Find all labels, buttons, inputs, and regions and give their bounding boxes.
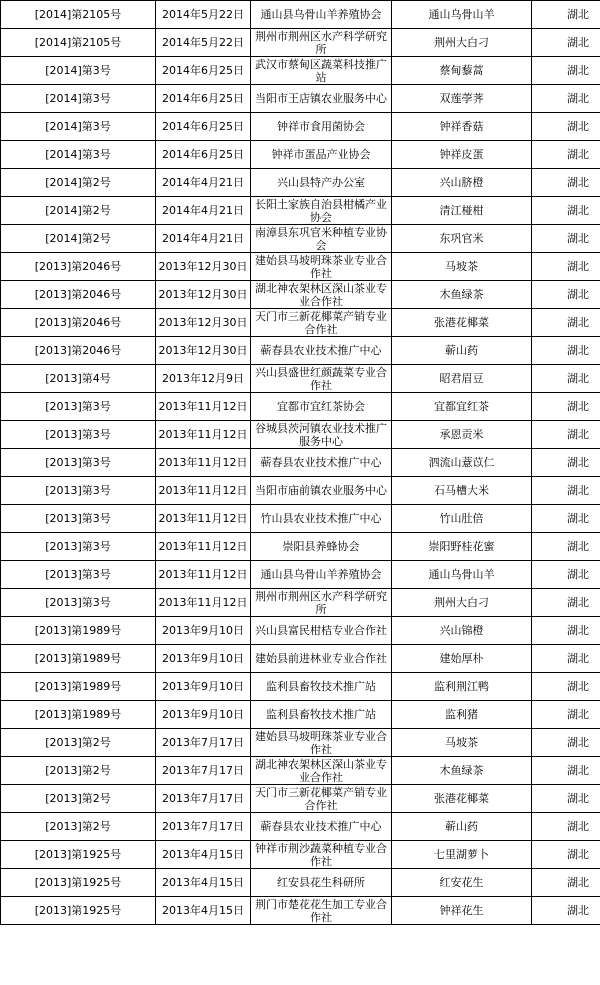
approval-date-cell: 2013年11月12日	[156, 393, 251, 421]
applicant-unit-cell: 兴山县盛世红颜蔬菜专业合作社	[251, 365, 392, 393]
approval-date-cell: 2014年6月25日	[156, 141, 251, 169]
approval-date-cell: 2014年5月22日	[156, 29, 251, 57]
province-cell: 湖北	[532, 505, 600, 533]
table-row	[1, 897, 600, 925]
table-row	[1, 85, 600, 113]
table-row	[1, 701, 600, 729]
doc-number-cell: [2013]第3号	[1, 561, 156, 589]
product-name-cell: 张港花椰菜	[392, 785, 532, 813]
approval-date-cell: 2013年4月15日	[156, 841, 251, 869]
product-name-cell: 木鱼绿茶	[392, 281, 532, 309]
doc-number-cell: [2014]第2号	[1, 169, 156, 197]
product-name-cell: 通山乌骨山羊	[392, 1, 532, 29]
table-row	[1, 841, 600, 869]
product-name-cell: 石马槽大米	[392, 477, 532, 505]
approval-date-cell: 2013年12月30日	[156, 337, 251, 365]
province-cell: 湖北	[532, 365, 600, 393]
table-row	[1, 309, 600, 337]
product-name-cell: 马坡茶	[392, 729, 532, 757]
table-row	[1, 477, 600, 505]
table-row	[1, 813, 600, 841]
product-name-cell: 昭君眉豆	[392, 365, 532, 393]
table-row	[1, 57, 600, 85]
doc-number-cell: [2013]第3号	[1, 505, 156, 533]
province-cell: 湖北	[532, 337, 600, 365]
province-cell: 湖北	[532, 225, 600, 253]
applicant-unit-cell: 荆州市荆州区水产科学研究所	[251, 589, 392, 617]
province-cell: 湖北	[532, 897, 600, 925]
applicant-unit-cell: 钟祥市荆沙蔬菜种植专业合作社	[251, 841, 392, 869]
table-row	[1, 449, 600, 477]
product-name-cell: 监利猪	[392, 701, 532, 729]
applicant-unit-cell: 南漳县东巩官米种植专业协会	[251, 225, 392, 253]
applicant-unit-cell: 长阳土家族自治县柑橘产业协会	[251, 197, 392, 225]
approval-date-cell: 2014年6月25日	[156, 113, 251, 141]
table-body	[1, 1, 600, 925]
table-row	[1, 1, 600, 29]
province-cell: 湖北	[532, 141, 600, 169]
applicant-unit-cell: 建始县马坡明珠茶业专业合作社	[251, 253, 392, 281]
table-row	[1, 785, 600, 813]
doc-number-cell: [2013]第3号	[1, 393, 156, 421]
applicant-unit-cell: 崇阳县养蜂协会	[251, 533, 392, 561]
product-name-cell: 荆州大白刁	[392, 589, 532, 617]
doc-number-cell: [2013]第3号	[1, 449, 156, 477]
table-row	[1, 141, 600, 169]
product-name-cell: 宜都宜红茶	[392, 393, 532, 421]
applicant-unit-cell: 兴山县特产办公室	[251, 169, 392, 197]
table-row	[1, 421, 600, 449]
approval-date-cell: 2013年9月10日	[156, 673, 251, 701]
province-cell: 湖北	[532, 729, 600, 757]
table-row	[1, 645, 600, 673]
doc-number-cell: [2013]第2号	[1, 757, 156, 785]
applicant-unit-cell: 钟祥市蛋品产业协会	[251, 141, 392, 169]
product-name-cell: 荆州大白刁	[392, 29, 532, 57]
doc-number-cell: [2014]第2号	[1, 197, 156, 225]
approval-date-cell: 2013年11月12日	[156, 589, 251, 617]
doc-number-cell: [2013]第2号	[1, 729, 156, 757]
applicant-unit-cell: 湖北神农架林区深山茶业专业合作社	[251, 757, 392, 785]
province-cell: 湖北	[532, 701, 600, 729]
province-cell: 湖北	[532, 533, 600, 561]
product-name-cell: 蕲山药	[392, 813, 532, 841]
applicant-unit-cell: 天门市三新花椰菜产销专业合作社	[251, 785, 392, 813]
applicant-unit-cell: 钟祥市食用菌协会	[251, 113, 392, 141]
province-cell: 湖北	[532, 645, 600, 673]
doc-number-cell: [2013]第1989号	[1, 701, 156, 729]
product-name-cell: 双莲荸荠	[392, 85, 532, 113]
approval-date-cell: 2013年7月17日	[156, 785, 251, 813]
approval-date-cell: 2013年11月12日	[156, 421, 251, 449]
doc-number-cell: [2013]第2号	[1, 813, 156, 841]
doc-number-cell: [2013]第2046号	[1, 309, 156, 337]
table-row	[1, 757, 600, 785]
doc-number-cell: [2013]第2046号	[1, 253, 156, 281]
table-row	[1, 29, 600, 57]
product-name-cell: 崇阳野桂花蜜	[392, 533, 532, 561]
doc-number-cell: [2013]第3号	[1, 589, 156, 617]
province-cell: 湖北	[532, 57, 600, 85]
doc-number-cell: [2013]第3号	[1, 533, 156, 561]
applicant-unit-cell: 荆州市荆州区水产科学研究所	[251, 29, 392, 57]
approval-date-cell: 2013年12月30日	[156, 281, 251, 309]
approval-date-cell: 2014年6月25日	[156, 85, 251, 113]
table-row	[1, 169, 600, 197]
doc-number-cell: [2014]第3号	[1, 113, 156, 141]
approval-date-cell: 2013年11月12日	[156, 561, 251, 589]
product-name-cell: 东巩官米	[392, 225, 532, 253]
table-row	[1, 533, 600, 561]
product-name-cell: 马坡茶	[392, 253, 532, 281]
doc-number-cell: [2013]第1989号	[1, 617, 156, 645]
applicant-unit-cell: 谷城县茨河镇农业技术推广服务中心	[251, 421, 392, 449]
doc-number-cell: [2014]第3号	[1, 57, 156, 85]
province-cell: 湖北	[532, 421, 600, 449]
applicant-unit-cell: 当阳市庙前镇农业服务中心	[251, 477, 392, 505]
product-name-cell: 清江椪柑	[392, 197, 532, 225]
doc-number-cell: [2013]第1925号	[1, 869, 156, 897]
doc-number-cell: [2013]第1925号	[1, 897, 156, 925]
approval-date-cell: 2013年7月17日	[156, 813, 251, 841]
approval-date-cell: 2013年12月30日	[156, 309, 251, 337]
table-row	[1, 253, 600, 281]
table-row	[1, 589, 600, 617]
approval-date-cell: 2013年9月10日	[156, 617, 251, 645]
province-cell: 湖北	[532, 197, 600, 225]
product-name-cell: 承恩贡米	[392, 421, 532, 449]
table-row	[1, 365, 600, 393]
province-cell: 湖北	[532, 169, 600, 197]
province-cell: 湖北	[532, 477, 600, 505]
applicant-unit-cell: 监利县畜牧技术推广站	[251, 673, 392, 701]
approval-date-cell: 2014年6月25日	[156, 57, 251, 85]
table-row	[1, 729, 600, 757]
table-row	[1, 281, 600, 309]
doc-number-cell: [2013]第2046号	[1, 281, 156, 309]
table-row	[1, 337, 600, 365]
approval-date-cell: 2014年4月21日	[156, 225, 251, 253]
product-name-cell: 竹山肚倍	[392, 505, 532, 533]
doc-number-cell: [2014]第3号	[1, 141, 156, 169]
doc-number-cell: [2013]第1989号	[1, 673, 156, 701]
applicant-unit-cell: 宜都市宜红茶协会	[251, 393, 392, 421]
doc-number-cell: [2013]第1925号	[1, 841, 156, 869]
applicant-unit-cell: 湖北神农架林区深山茶业专业合作社	[251, 281, 392, 309]
applicant-unit-cell: 通山县乌骨山羊养殖协会	[251, 561, 392, 589]
product-name-cell: 钟祥皮蛋	[392, 141, 532, 169]
product-name-cell: 七里湖萝卜	[392, 841, 532, 869]
applicant-unit-cell: 竹山县农业技术推广中心	[251, 505, 392, 533]
province-cell: 湖北	[532, 1, 600, 29]
table-row	[1, 113, 600, 141]
applicant-unit-cell: 当阳市王店镇农业服务中心	[251, 85, 392, 113]
applicant-unit-cell: 荆门市楚花花生加工专业合作社	[251, 897, 392, 925]
table-row	[1, 197, 600, 225]
applicant-unit-cell: 兴山县富民柑桔专业合作社	[251, 617, 392, 645]
doc-number-cell: [2013]第2046号	[1, 337, 156, 365]
doc-number-cell: [2013]第1989号	[1, 645, 156, 673]
applicant-unit-cell: 红安县花生科研所	[251, 869, 392, 897]
approval-date-cell: 2013年9月10日	[156, 645, 251, 673]
province-cell: 湖北	[532, 673, 600, 701]
applicant-unit-cell: 武汉市蔡甸区蔬菜科技推广站	[251, 57, 392, 85]
approval-date-cell: 2013年11月12日	[156, 505, 251, 533]
approval-date-cell: 2013年11月12日	[156, 477, 251, 505]
approval-date-cell: 2013年9月10日	[156, 701, 251, 729]
approval-date-cell: 2013年4月15日	[156, 869, 251, 897]
province-cell: 湖北	[532, 757, 600, 785]
approval-date-cell: 2014年4月21日	[156, 169, 251, 197]
province-cell: 湖北	[532, 253, 600, 281]
approval-date-cell: 2013年7月17日	[156, 757, 251, 785]
product-name-cell: 钟祥香菇	[392, 113, 532, 141]
doc-number-cell: [2014]第2号	[1, 225, 156, 253]
table-row	[1, 617, 600, 645]
product-name-cell: 红安花生	[392, 869, 532, 897]
product-name-cell: 通山乌骨山羊	[392, 561, 532, 589]
product-name-cell: 蕲山药	[392, 337, 532, 365]
table-row	[1, 505, 600, 533]
province-cell: 湖北	[532, 393, 600, 421]
product-name-cell: 泗流山薏苡仁	[392, 449, 532, 477]
product-name-cell: 张港花椰菜	[392, 309, 532, 337]
table-row	[1, 225, 600, 253]
doc-number-cell: [2013]第2号	[1, 785, 156, 813]
applicant-unit-cell: 天门市三新花椰菜产销专业合作社	[251, 309, 392, 337]
product-name-cell: 蔡甸藜蒿	[392, 57, 532, 85]
table-row	[1, 561, 600, 589]
province-cell: 湖北	[532, 617, 600, 645]
province-cell: 湖北	[532, 589, 600, 617]
table-row	[1, 673, 600, 701]
province-cell: 湖北	[532, 309, 600, 337]
applicant-unit-cell: 建始县前进林业专业合作社	[251, 645, 392, 673]
province-cell: 湖北	[532, 281, 600, 309]
product-name-cell: 建始厚朴	[392, 645, 532, 673]
province-cell: 湖北	[532, 113, 600, 141]
province-cell: 湖北	[532, 29, 600, 57]
applicant-unit-cell: 蕲春县农业技术推广中心	[251, 337, 392, 365]
product-name-cell: 监利荆江鸭	[392, 673, 532, 701]
province-cell: 湖北	[532, 813, 600, 841]
doc-number-cell: [2014]第2105号	[1, 1, 156, 29]
table-row	[1, 393, 600, 421]
product-name-cell: 兴山锦橙	[392, 617, 532, 645]
province-cell: 湖北	[532, 561, 600, 589]
approval-date-cell: 2013年12月9日	[156, 365, 251, 393]
applicant-unit-cell: 通山县乌骨山羊养殖协会	[251, 1, 392, 29]
product-name-cell: 木鱼绿茶	[392, 757, 532, 785]
doc-number-cell: [2014]第3号	[1, 85, 156, 113]
province-cell: 湖北	[532, 785, 600, 813]
doc-number-cell: [2013]第3号	[1, 477, 156, 505]
doc-number-cell: [2013]第4号	[1, 365, 156, 393]
applicant-unit-cell: 蕲春县农业技术推广中心	[251, 449, 392, 477]
approval-date-cell: 2014年4月21日	[156, 197, 251, 225]
applicant-unit-cell: 蕲春县农业技术推广中心	[251, 813, 392, 841]
province-cell: 湖北	[532, 841, 600, 869]
product-name-cell: 兴山脐橙	[392, 169, 532, 197]
doc-number-cell: [2014]第2105号	[1, 29, 156, 57]
approval-date-cell: 2013年7月17日	[156, 729, 251, 757]
product-name-cell: 钟祥花生	[392, 897, 532, 925]
table-row	[1, 869, 600, 897]
approval-date-cell: 2014年5月22日	[156, 1, 251, 29]
approval-date-cell: 2013年11月12日	[156, 449, 251, 477]
province-cell: 湖北	[532, 449, 600, 477]
approval-date-cell: 2013年12月30日	[156, 253, 251, 281]
approval-date-cell: 2013年4月15日	[156, 897, 251, 925]
applicant-unit-cell: 建始县马坡明珠茶业专业合作社	[251, 729, 392, 757]
province-cell: 湖北	[532, 85, 600, 113]
approval-date-cell: 2013年11月12日	[156, 533, 251, 561]
applicant-unit-cell: 监利县畜牧技术推广站	[251, 701, 392, 729]
doc-number-cell: [2013]第3号	[1, 421, 156, 449]
province-cell: 湖北	[532, 869, 600, 897]
